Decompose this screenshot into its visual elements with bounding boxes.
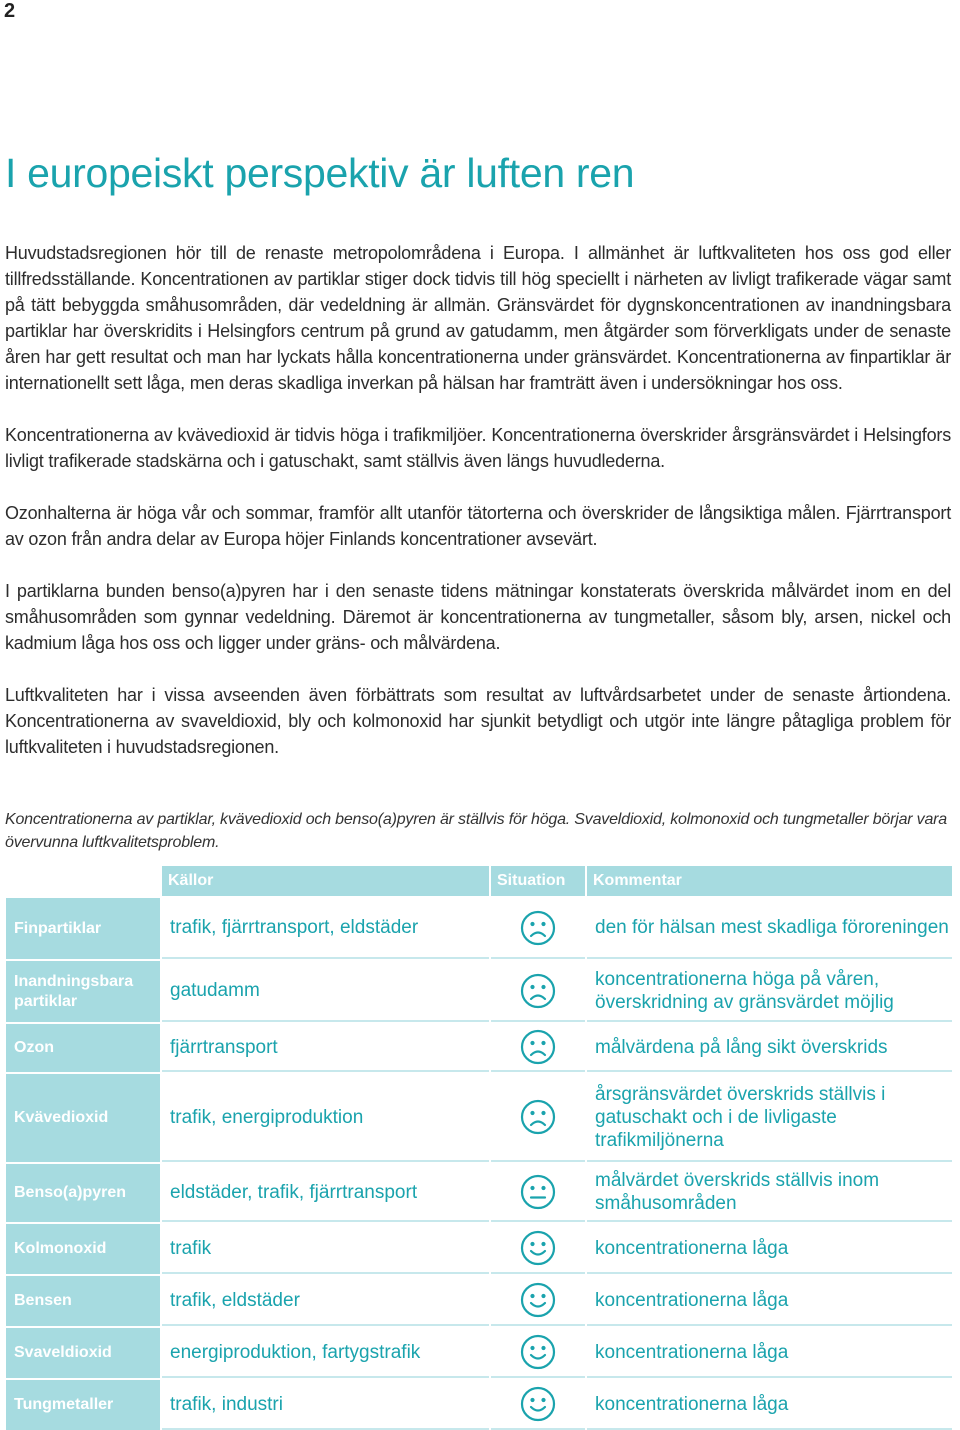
row-pollutant: Inandningsbara partiklar [6,961,160,1022]
happy-face-icon [520,1386,556,1422]
row-situation [491,1380,585,1430]
body-text [5,240,951,786]
row-comment: koncentrationerna låga [587,1224,952,1274]
header-comment-label: Kommentar [593,872,682,889]
row-pollutant: Ozon [6,1024,160,1072]
row-pollutant: Benso(a)pyren [6,1164,160,1222]
happy-face-icon [520,1282,556,1318]
row-situation [491,1074,585,1162]
row-sources: trafik, energiproduktion [162,1074,489,1162]
row-sources: fjärrtransport [162,1024,489,1072]
row-comment: koncentrationerna höga på våren, överskridning av gränsvärdet möjlig [587,961,952,1022]
row-pollutant: Bensen [6,1276,160,1326]
table-caption: Koncentrationerna av partiklar, kvävedioxid och benso(a)pyren är ställvis för höga. Svaveldioxid, kolmonoxid och tungmetaller börjar vara övervunna luftkvalitetsproblem. [5,811,947,851]
row-situation [491,1276,585,1326]
row-sources: trafik, eldstäder [162,1276,489,1326]
row-situation [491,1164,585,1222]
neutral-face-icon [520,1174,556,1210]
row-situation [491,898,585,959]
sad-face-icon [520,910,556,946]
row-comment: målvärdet överskrids ställvis inom småhusområden [587,1164,952,1222]
row-comment: den för hälsan mest skadliga föroreningen [587,898,952,959]
row-sources: trafik, industri [162,1380,489,1430]
paragraph: Koncentrationerna av kvävedioxid är tidvis höga i trafikmiljöer. Koncentrationerna överskrider årsgränsvärdet i Helsingfors livligt trafikerade stadskärna och i gatuschakt, samt ställvis även längs huvudlederna. [5,425,951,471]
row-situation [491,961,585,1022]
row-pollutant: Svaveldioxid [6,1328,160,1378]
header-sources-label: Källor [168,872,214,889]
row-comment: koncentrationerna låga [587,1276,952,1326]
row-comment: årsgränsvärdet överskrids ställvis i gatuschakt och i de livligaste trafikmiljönerna [587,1074,952,1162]
header-sources [162,866,489,896]
paragraph: Huvudstadsregionen hör till de renaste metropolområdena i Europa. I allmänhet är luftkvaliteten hos oss god eller tillfredsställande. Koncentrationen av partiklar stiger dock tidvis till hög speciellt i närheten av livligt trafikerade vägar samt på tätt bebyggda småhusområden, där vedeldning är allmän. Gränsvärdet för dygnskoncentrationen av inandningsbara partiklar har överskridits i Helsingfors centrum på grund av gatudamm, men åtgärder som förverkligats under de senaste åren har gett resultat och man har lyckats hålla koncentrationerna under gränsvärdet. Koncentrationerna av finpartiklar är internationellt sett låga, men deras skadliga inverkan på hälsan har framträtt även i undersökningar hos oss. [5,243,951,393]
row-situation [491,1224,585,1274]
row-pollutant: Finpartiklar [6,898,160,959]
sad-face-icon [520,1099,556,1135]
sad-face-icon [520,1029,556,1065]
paragraph: Ozonhalterna är höga vår och sommar, framför allt utanför tätorterna och överskrider de långsiktiga målen. Fjärrtransport av ozon från andra delar av Europa höjer Finlands koncentrationer avsevärt. [5,503,951,549]
row-sources: trafik [162,1224,489,1274]
paragraph: Luftkvaliteten har i vissa avseenden även förbättrats som resultat av luftvårdsarbetet under de senaste årtiondena. Koncentrationerna av svaveldioxid, bly och kolmonoxid har sjunkit betydligt och utgör inte längre påtagliga problem för luftkvaliteten i huvudstadsregionen. [5,685,951,757]
sad-face-icon [520,973,556,1009]
row-sources: trafik, fjärrtransport, eldstäder [162,898,489,959]
happy-face-icon [520,1230,556,1266]
page-title: I europeiskt perspektiv är luften ren [5,150,635,196]
header-comment [587,866,952,896]
air-quality-table [6,866,952,1430]
happy-face-icon [520,1334,556,1370]
row-pollutant: Kvävedioxid [6,1074,160,1162]
row-pollutant: Tungmetaller [6,1380,160,1430]
row-comment: koncentrationerna låga [587,1328,952,1378]
row-comment: koncentrationerna låga [587,1380,952,1430]
table-corner [6,866,160,896]
row-sources: energiproduktion, fartygstrafik [162,1328,489,1378]
row-comment: målvärdena på lång sikt överskrids [587,1024,952,1072]
paragraph: I partiklarna bunden benso(a)pyren har i den senaste tidens mätningar konstaterats överskrida målvärdet inom en del småhusområden som gynnar vedeldning. Däremot är koncentrationerna av tungmetaller, såsom bly, arsen, nickel och kadmium låga hos oss och ligger under gräns- och målvärdena. [5,581,951,653]
page-number: 2 [4,0,16,22]
row-situation [491,1024,585,1072]
header-situation-label: Situation [497,872,566,889]
row-sources: gatudamm [162,961,489,1022]
row-pollutant: Kolmonoxid [6,1224,160,1274]
header-situation [491,866,585,896]
row-situation [491,1328,585,1378]
row-sources: eldstäder, trafik, fjärrtransport [162,1164,489,1222]
